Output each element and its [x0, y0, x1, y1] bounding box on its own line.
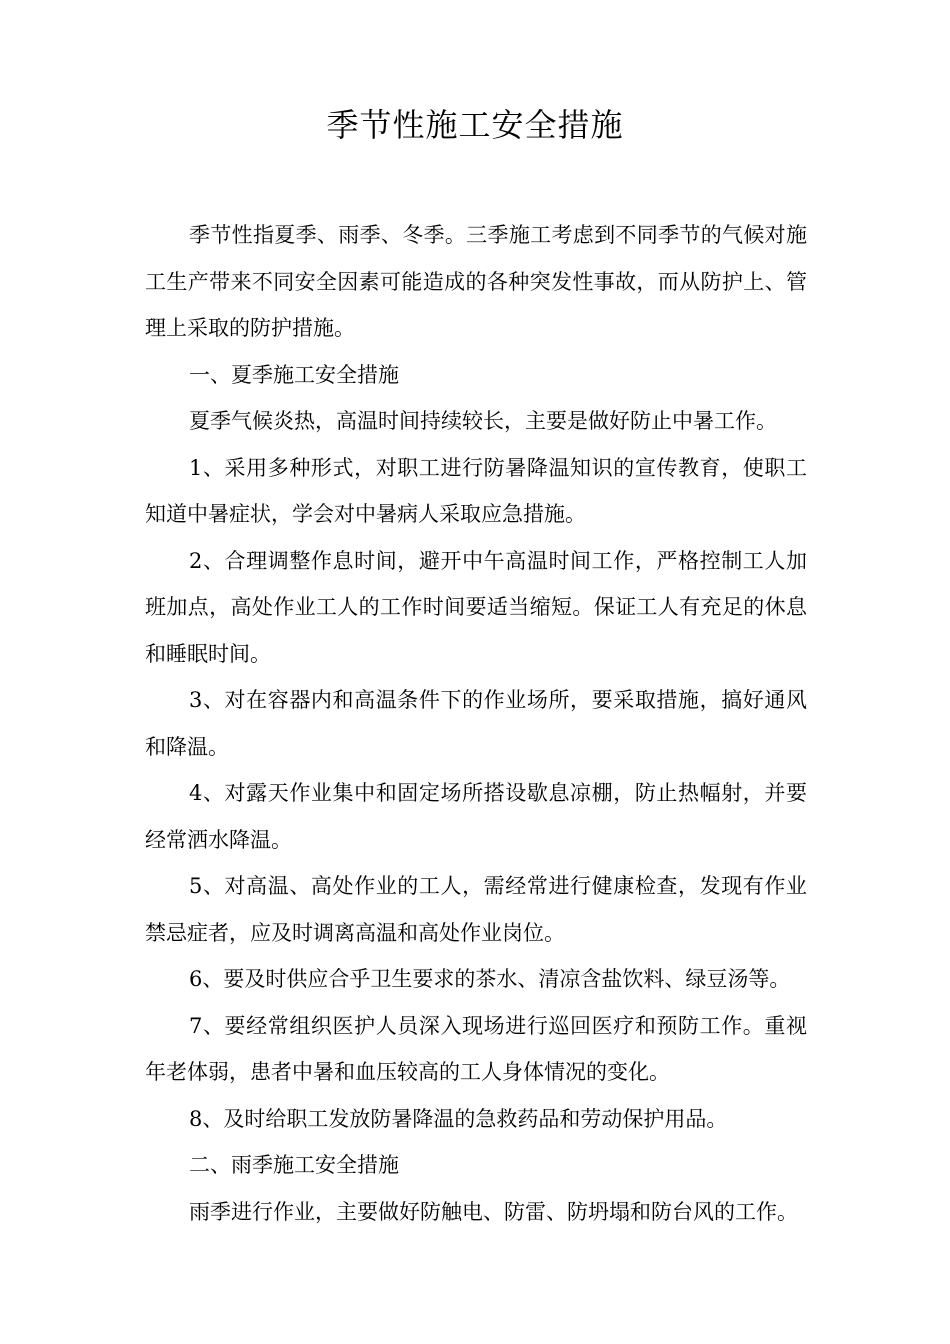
section-heading-rainy: 二、雨季施工安全措施	[189, 1153, 399, 1177]
summer-overview-paragraph: 夏季气候炎热，高温时间持续较长，主要是做好防止中暑工作。	[189, 409, 777, 433]
document-body	[145, 212, 807, 1235]
summer-item-8: 8、及时给职工发放防暑降温的急救药品和劳动保护用品。	[189, 1106, 728, 1131]
document-title: 季节性施工安全措施	[326, 106, 624, 144]
intro-paragraph: 季节性指夏季、雨季、冬季。三季施工考虑到不同季节的气候对施工生产带来不同安全因素可能造成的各种突发性事故，而从防护上、管理上采取的防护措施。	[145, 223, 807, 340]
summer-item-3: 3、对在容器内和高温条件下的作业场所，要采取措施，搞好通风和降温。	[145, 688, 807, 759]
summer-item-4: 4、对露天作业集中和固定场所搭设歇息凉棚，防止热幅射，并要经常洒水降温。	[145, 781, 807, 852]
summer-item-5: 5、对高温、高处作业的工人，需经常进行健康检查，发现有作业禁忌症者，应及时调离高温和高处作业岗位。	[145, 874, 807, 945]
summer-item-6: 6、要及时供应合乎卫生要求的茶水、清凉含盐饮料、绿豆汤等。	[189, 967, 791, 991]
summer-item-7: 7、要经常组织医护人员深入现场进行巡回医疗和预防工作。重视年老体弱，患者中暑和血压较高的工人身体情况的变化。	[145, 1013, 807, 1084]
section-heading-summer: 一、夏季施工安全措施	[189, 362, 399, 387]
summer-item-2: 2、合理调整作息时间，避开中午高温时间工作，严格控制工人加班加点，高处作业工人的工作时间要适当缩短。保证工人有充足的休息和睡眠时间。	[145, 548, 807, 666]
rainy-overview-paragraph: 雨季进行作业，主要做好防触电、防雷、防坍塌和防台风的工作。	[189, 1199, 798, 1224]
summer-item-1: 1、采用多种形式，对职工进行防暑降温知识的宣传教育，使职工知道中暑症状，学会对中暑病人采取应急措施。	[145, 455, 807, 526]
